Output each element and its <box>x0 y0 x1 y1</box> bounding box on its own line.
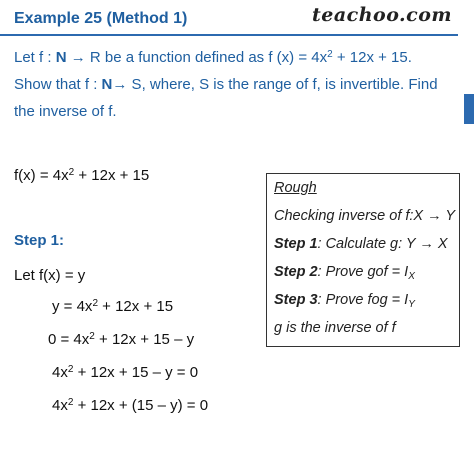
fx-part-a: f(x) = 4x <box>14 167 69 184</box>
question-part4: → S, where, S is the range of f, is invertible. Find the inverse of f. <box>14 76 438 120</box>
rough-step3 <box>274 292 415 308</box>
rough-step1-label: Step 1 <box>274 236 318 252</box>
rough-title: Rough <box>274 180 317 196</box>
step1-line <box>48 331 194 348</box>
step1-line <box>52 298 173 315</box>
rough-step2-text: : Prove gof = I <box>317 264 409 280</box>
step1-line <box>14 267 85 284</box>
rough-step3-text: : Prove fog = I <box>317 292 409 308</box>
question-part3: + 12x + 15. Show that f : <box>14 49 412 93</box>
rough-step1-text: : Calculate g: Y → X <box>317 236 448 252</box>
header-divider <box>0 34 458 36</box>
rough-step3-label: Step 3 <box>274 292 318 308</box>
step1-line-part-a: Let f(x) = y <box>14 267 86 284</box>
step1-line-part-a: 0 = 4x <box>48 331 90 348</box>
rough-step2 <box>274 264 415 280</box>
question-text <box>14 44 444 125</box>
rough-conclusion: g is the inverse of f <box>274 320 396 336</box>
step1-line-part-b: + 12x + 15 – y <box>94 331 195 348</box>
rough-line-checking: Checking inverse of f:X → Y <box>274 208 456 224</box>
step1-line-exponent: 2 <box>67 364 74 375</box>
rough-step3-subscript: Y <box>408 299 415 310</box>
step1-line-part-a: 4x <box>52 397 68 414</box>
question-part2: → R be a function defined as f (x) = 4x <box>66 49 328 66</box>
question-set-n-2: N <box>101 76 113 93</box>
example-title: Example 25 (Method 1) <box>14 10 188 27</box>
question-part1: Let f : <box>14 49 56 66</box>
step1-line-exponent: 2 <box>92 298 98 309</box>
step1-line-exponent: 2 <box>89 331 95 342</box>
step1-line-exponent: 2 <box>67 397 74 408</box>
step1-line-part-b: + 12x + 15 – y = 0 <box>73 364 199 381</box>
rough-step2-label: Step 2 <box>274 264 318 280</box>
step1-line-part-a: y = 4x <box>52 298 93 315</box>
question-exponent: 2 <box>327 49 333 60</box>
step1-line-part-b: + 12x + 15 <box>98 298 174 315</box>
step1-line <box>52 397 208 414</box>
right-edge-bar <box>464 0 474 474</box>
question-set-n-1: N <box>55 49 67 66</box>
step1-line <box>52 364 198 381</box>
fx-part-b: + 12x + 15 <box>74 167 150 184</box>
rough-step1 <box>274 236 448 252</box>
rough-box <box>266 173 460 347</box>
step1-line-part-a: 4x <box>52 364 68 381</box>
fx-exponent: 2 <box>68 167 75 178</box>
teachoo-logo: teachoo.com <box>311 4 452 26</box>
rough-step2-subscript: X <box>408 271 415 282</box>
step1-line-part-b: + 12x + (15 – y) = 0 <box>73 397 209 414</box>
function-definition <box>14 167 149 184</box>
right-edge-accent <box>464 94 474 124</box>
step1-heading: Step 1: <box>14 232 65 249</box>
